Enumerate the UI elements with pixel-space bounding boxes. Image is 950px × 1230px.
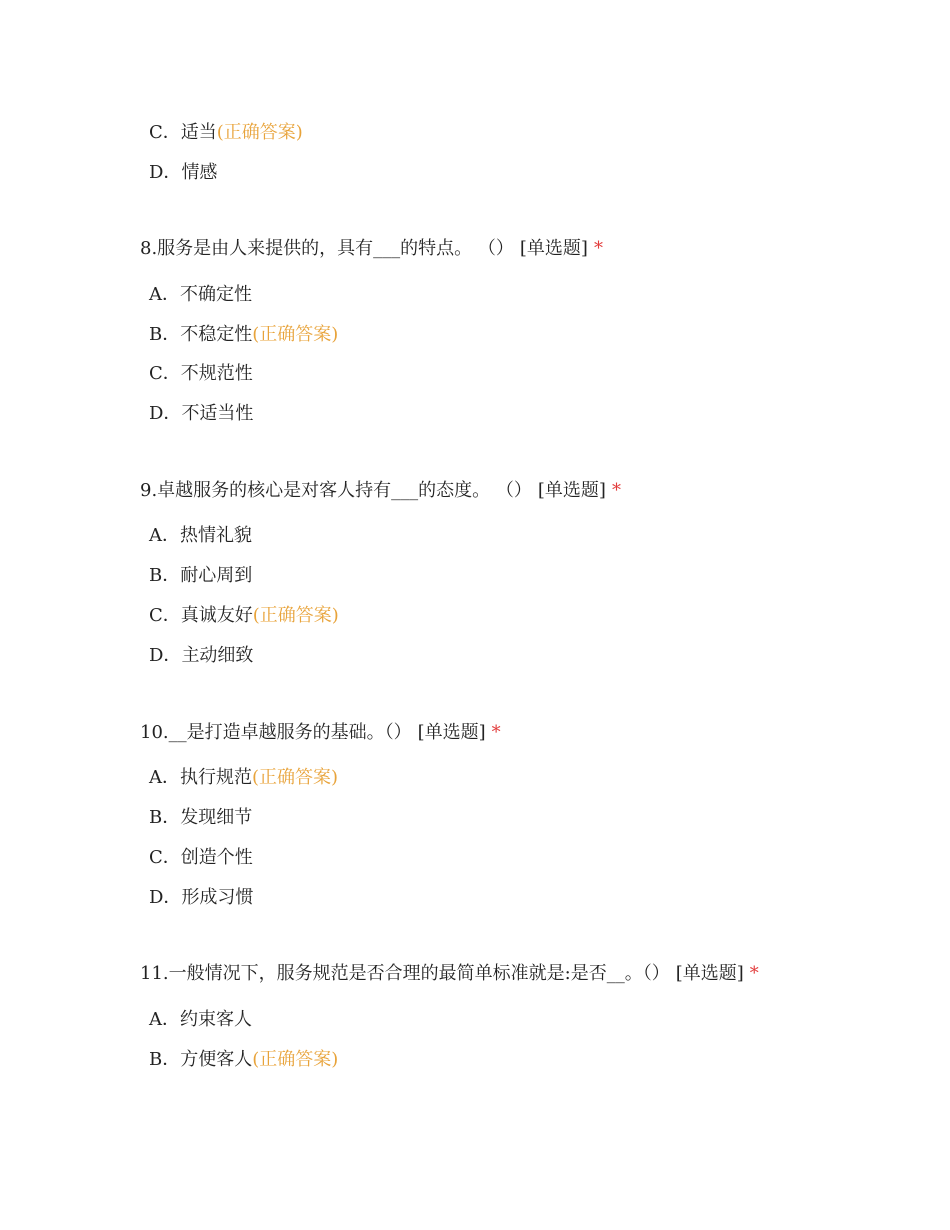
- option-text: 方便客人: [180, 1049, 253, 1070]
- option-text: 适当: [180, 122, 217, 143]
- option-text: 创造个性: [180, 847, 253, 868]
- option-text: 耐心周到: [180, 565, 253, 586]
- option-letter: B．: [149, 807, 181, 828]
- option-letter: C．: [149, 605, 181, 626]
- option-letter: B．: [149, 565, 181, 586]
- option-a: [149, 523, 252, 549]
- required-marker: *: [749, 963, 759, 984]
- required-marker: *: [611, 480, 621, 501]
- option-c: [149, 361, 253, 387]
- question-text: 11.一般情况下，服务规范是否合理的最简单标准就是:是否__。（）: [140, 963, 670, 984]
- option-a: [149, 1007, 252, 1033]
- correct-answer-marker: (正确答案): [216, 122, 303, 143]
- question-text: 10.__是打造卓越服务的基础。（）: [140, 722, 412, 743]
- option-letter: A．: [149, 1009, 180, 1030]
- correct-answer-marker: (正确答案): [252, 324, 339, 345]
- option-text: 真诚友好: [180, 605, 253, 626]
- option-b: [149, 322, 338, 348]
- option-letter: A．: [149, 284, 180, 305]
- option-b: [149, 1047, 338, 1073]
- option-letter: C．: [149, 847, 181, 868]
- option-text: 发现细节: [180, 807, 253, 828]
- option-b: [149, 563, 252, 589]
- question-type: [单选题]: [417, 722, 486, 743]
- option-c: [149, 845, 253, 871]
- option-text: 热情礼貌: [180, 525, 252, 546]
- option-text: 情感: [181, 162, 218, 183]
- question-type: [单选题]: [537, 480, 606, 501]
- option-text: 不规范性: [180, 363, 253, 384]
- option-letter: D．: [149, 162, 182, 183]
- question-text: 8.服务是由人来提供的，具有___的特点。 （）: [140, 238, 514, 259]
- option-text: 形成习惯: [181, 887, 254, 908]
- option-d: [149, 160, 217, 186]
- option-text: 不适当性: [181, 403, 254, 424]
- option-a: [149, 765, 338, 791]
- option-d: [149, 885, 253, 911]
- option-c: [149, 120, 303, 146]
- option-letter: D．: [149, 645, 182, 666]
- correct-answer-marker: (正确答案): [252, 605, 339, 626]
- option-text: 主动细致: [181, 645, 254, 666]
- option-letter: C．: [149, 122, 181, 143]
- question-10-stem: [140, 720, 501, 746]
- option-letter: B．: [149, 1049, 181, 1070]
- question-text: 9.卓越服务的核心是对客人持有___的态度。 （）: [140, 480, 532, 501]
- option-letter: A．: [149, 767, 180, 788]
- option-text: 约束客人: [180, 1009, 252, 1030]
- option-text: 不稳定性: [180, 324, 253, 345]
- option-letter: D．: [149, 887, 182, 908]
- option-text: 执行规范: [180, 767, 252, 788]
- correct-answer-marker: (正确答案): [252, 767, 339, 788]
- question-type: [单选题]: [519, 238, 588, 259]
- option-d: [149, 643, 253, 669]
- required-marker: *: [593, 238, 603, 259]
- option-letter: C．: [149, 363, 181, 384]
- question-9-stem: [140, 478, 621, 504]
- question-type: [单选题]: [675, 963, 744, 984]
- option-letter: B．: [149, 324, 181, 345]
- option-c: [149, 603, 339, 629]
- question-8-stem: [140, 236, 603, 262]
- required-marker: *: [491, 722, 501, 743]
- option-letter: D．: [149, 403, 182, 424]
- option-letter: A．: [149, 525, 180, 546]
- option-b: [149, 805, 252, 831]
- question-11-stem: [140, 961, 759, 987]
- option-text: 不确定性: [180, 284, 252, 305]
- option-d: [149, 401, 253, 427]
- option-a: [149, 282, 252, 308]
- correct-answer-marker: (正确答案): [252, 1049, 339, 1070]
